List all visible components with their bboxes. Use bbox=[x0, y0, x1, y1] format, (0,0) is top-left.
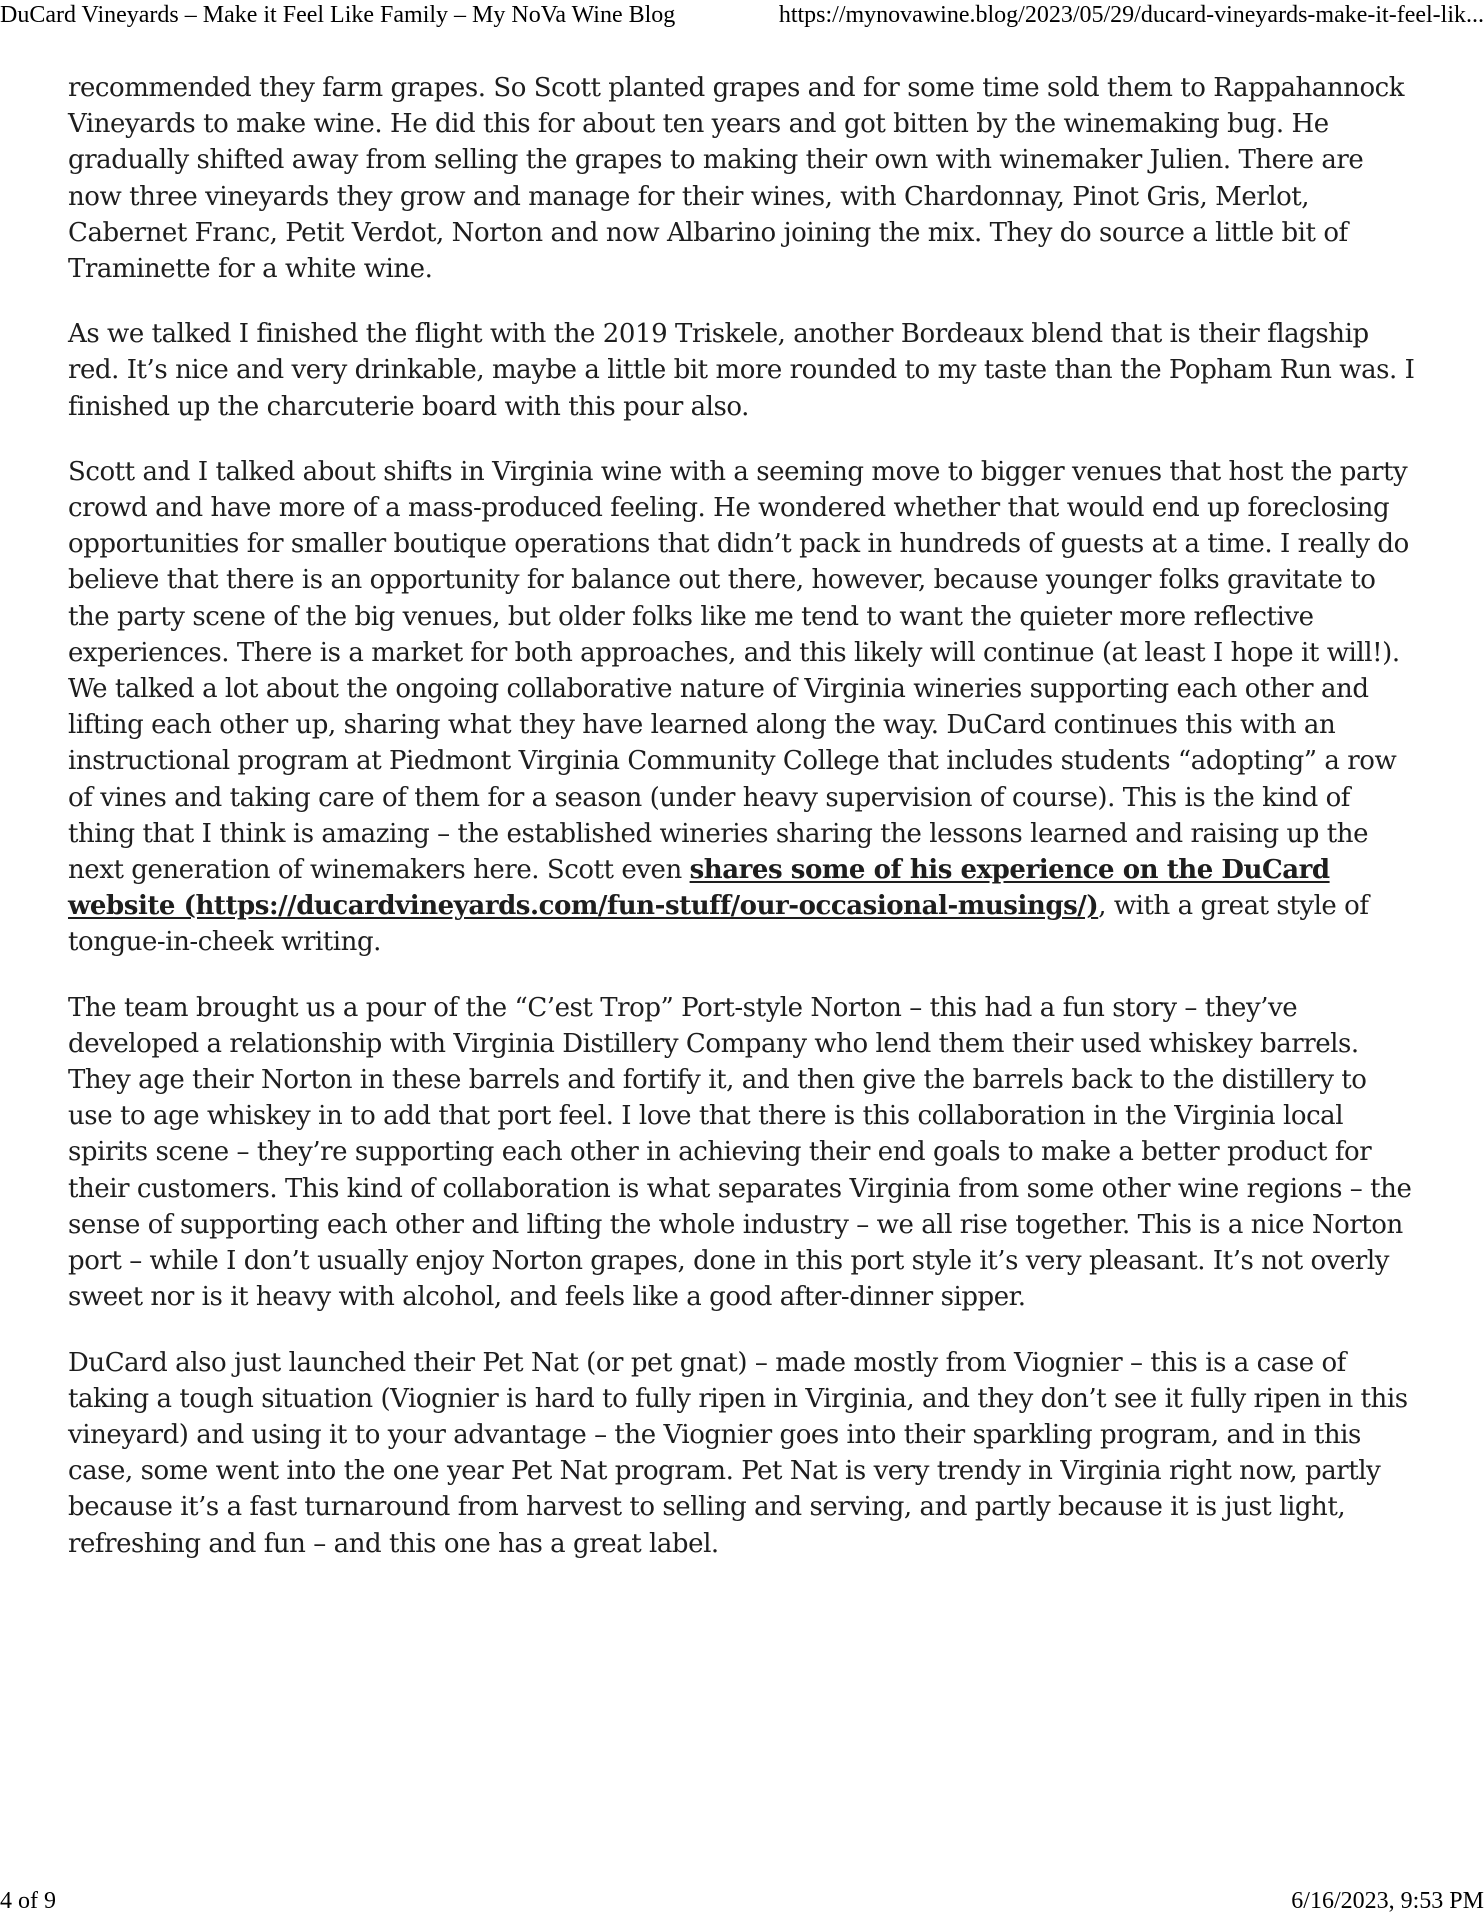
print-datetime: 6/16/2023, 9:53 PM bbox=[1291, 1888, 1484, 1914]
paragraph-triskele: As we talked I finished the flight with the 2019 Triskele, another Bordeaux blend that is their flagship red. It’s nice and very drinkable, maybe a little bit more rounded to my taste than the Popham Run was. I finished up the charcuterie board with this pour also. bbox=[68, 319, 1415, 422]
page-number: 4 of 9 bbox=[0, 1888, 56, 1914]
print-header-title: DuCard Vineyards – Make it Feel Like Family – My NoVa Wine Blog bbox=[0, 2, 676, 28]
paragraph-pet-nat: DuCard also just launched their Pet Nat (or pet gnat) – made mostly from Viognier – this is a case of taking a tough situation (Viognier is hard to fully ripen in Virginia, and they don’t see it fully ripen in this vineyard) and using it to your advantage – the Viognier goes into their sparkling program, and in this case, some went into the one year Pet Nat program. Pet Nat is very trendy in Virginia right now, partly because it’s a fast turnaround from harvest to selling and serving, and partly because it is just light, refreshing and fun – and this one has a great label. bbox=[68, 1347, 1408, 1559]
article-body bbox=[68, 70, 1418, 1591]
paragraph-text: Scott and I talked about shifts in Virginia wine with a seeming move to bigger venues that host the party crowd and have more of a mass-produced feeling. He wondered whether that would end up foreclosing opportunities for smaller boutique operations that didn’t pack in hundreds of guests at a time. I really do believe that there is an opportunity for balance out there, however, because younger folks gravitate to the party scene of the big venues, but older folks like me tend to want the quieter more reflective experiences. There is a market for both approaches, and this likely will continue (at least I hope it will!). We talked a lot about the ongoing collaborative nature of Virginia wineries supporting each other and lifting each other up, sharing what they have learned along the way. DuCard continues this with an instructional program at Piedmont Virginia Community College that includes students “adopting” a row of vines and taking care of them for a season (under heavy supervision of course). This is the kind of thing that I think is amazing – the established wineries sharing the lessons learned and raising up the next generation of winemakers here. Scott even bbox=[68, 456, 1409, 886]
paragraph-virginia-wine-shifts bbox=[68, 454, 1418, 961]
paragraph-grape-history: recommended they farm grapes. So Scott planted grapes and for some time sold them to Rappahannock Vineyards to make wine. He did this for about ten years and got bitten by the winemaking bug. He gradually shifted away from selling the grapes to making their own with winemaker Julien. There are now three vineyards they grow and manage for their wines, with Chardonnay, Pinot Gris, Merlot, Cabernet Franc, Petit Verdot, Norton and now Albarino joining the mix. They do source a little bit of Traminette for a white wine. bbox=[68, 73, 1405, 285]
print-footer bbox=[0, 1886, 1484, 1920]
paragraph-text: , with a great style of tongue-in-cheek writing. bbox=[68, 891, 1369, 958]
ducard-musings-link[interactable]: shares some of his experience on the DuCard website (https://ducardvineyards.com/fun-stuff/our-occasional-musings/) bbox=[68, 855, 1330, 922]
paragraph-cest-trop-port: The team brought us a pour of the “C’est Trop” Port-style Norton – this had a fun story – they’ve developed a relationship with Virginia Distillery Company who lend them their used whiskey barrels. They age their Norton in these barrels and fortify it, and then give the barrels back to the distillery to use to age whiskey in to add that port feel. I love that there is this collaboration in the Virginia local spirits scene – they’re supporting each other in achieving their end goals to make a better product for their customers. This kind of collaboration is what separates Virginia from some other wine regions – the sense of supporting each other and lifting the whole industry – we all rise together. This is a nice Norton port – while I don’t usually enjoy Norton grapes, done in this port style it’s very pleasant. It’s not overly sweet nor is it heavy with alcohol, and feels like a good after-dinner sipper. bbox=[68, 992, 1412, 1313]
print-header-url: https://mynovawine.blog/2023/05/29/ducard-vineyards-make-it-feel-lik... bbox=[778, 2, 1484, 28]
print-header bbox=[0, 0, 1484, 30]
